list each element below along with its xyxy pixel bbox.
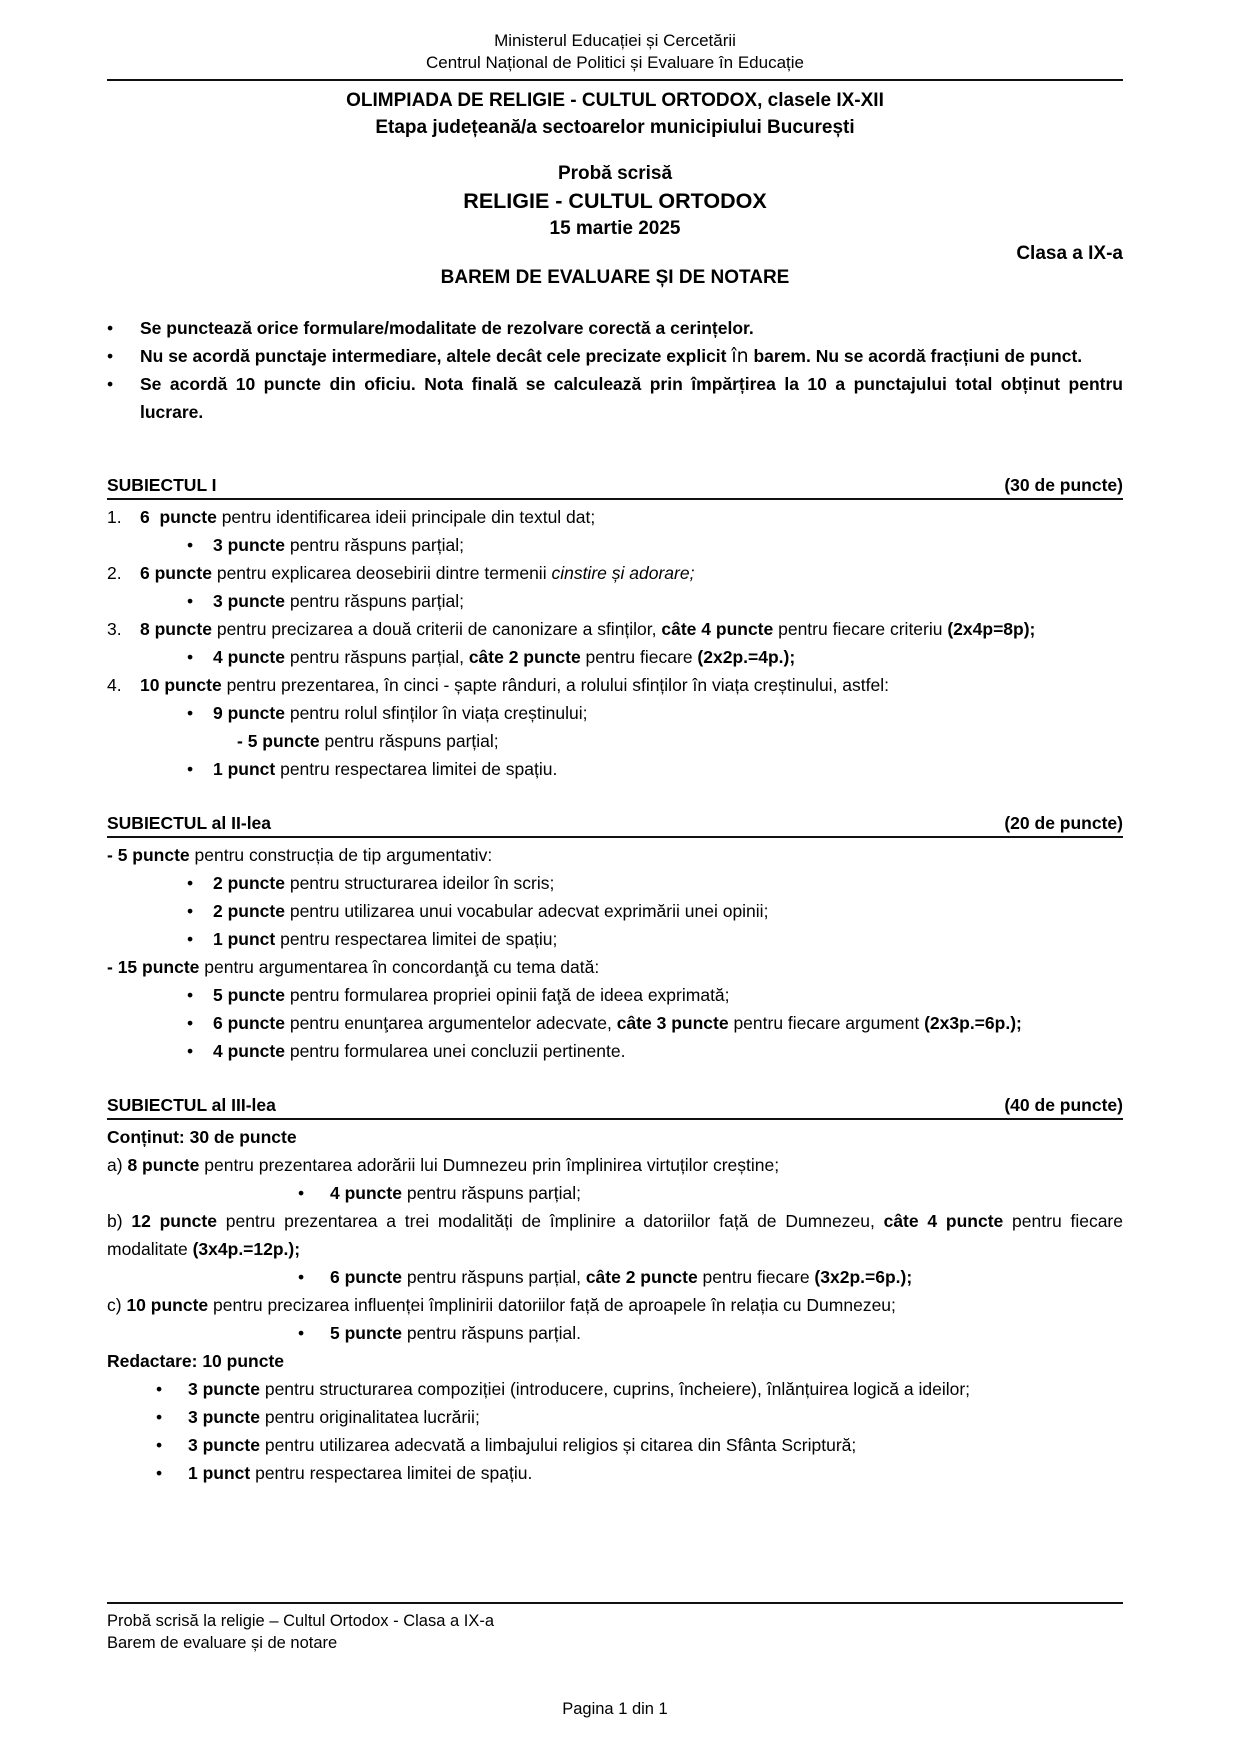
rubric-line	[107, 503, 1123, 531]
text-segment: pentru răspuns parțial,	[284, 647, 469, 667]
rubric-body	[107, 426, 1128, 1487]
rubric-line	[107, 1319, 1123, 1347]
text-segment: pentru explicarea deosebirii dintre termenii	[211, 563, 552, 583]
text-segment: 10 puncte	[140, 675, 222, 695]
list-marker: •	[107, 346, 114, 366]
list-marker: •	[298, 1183, 305, 1203]
text-segment: pentru construcția de tip argumentativ:	[189, 845, 493, 865]
text-segment: pentru fiecare	[697, 1267, 815, 1287]
rubric-line	[107, 615, 1123, 643]
document-header	[107, 30, 1123, 74]
list-marker: •	[187, 873, 194, 893]
text-segment: (2x3p.=6p.);	[924, 1013, 1022, 1033]
list-marker: •	[156, 1435, 163, 1455]
rubric-line	[107, 897, 1123, 925]
list-marker: •	[107, 374, 114, 394]
text-segment: 4 puncte	[330, 1183, 402, 1203]
text-segment: 6 puncte	[140, 507, 217, 527]
rubric-line	[107, 370, 1128, 426]
text-segment: câte 2 puncte	[585, 1267, 698, 1287]
text-segment: b)	[107, 1211, 132, 1231]
text-segment: 3 puncte	[188, 1435, 260, 1455]
text-segment: pentru precizarea a două criterii de canonizare a sfinților,	[211, 619, 657, 639]
footer-barem-info: Barem de evaluare și de notare	[107, 1634, 338, 1652]
text-segment: 2 puncte	[213, 901, 285, 921]
text-segment: pentru utilizarea adecvată a limbajului religios și citarea din Sfânta Scriptură;	[259, 1435, 857, 1455]
rubric-line	[107, 1291, 1123, 1319]
rubric-line	[107, 671, 1123, 699]
document-footer	[107, 1602, 1123, 1719]
rubric-line	[107, 1207, 1128, 1263]
rubric-line	[107, 925, 1123, 953]
section-heading	[107, 810, 1123, 838]
text-segment: pentru formularea propriei opinii faţă de ideea exprimată;	[284, 985, 730, 1005]
text-segment: câte 4 puncte	[656, 619, 774, 639]
rubric-line	[107, 531, 1123, 559]
list-marker: •	[187, 647, 194, 667]
text-segment: pentru răspuns parțial.	[401, 1323, 581, 1343]
olympiad-title: OLIMPIADA DE RELIGIE - CULTUL ORTODOX, clasele IX-XII	[346, 90, 884, 111]
exam-type: Probă scrisă	[557, 163, 673, 184]
text-segment: pentru fiecare	[580, 647, 698, 667]
rubric-line	[107, 587, 1123, 615]
text-segment: 2 puncte	[213, 873, 285, 893]
barem-title: BAREM DE EVALUARE ȘI DE NOTARE	[440, 267, 790, 288]
text-segment: pentru structurarea ideilor în scris;	[284, 873, 555, 893]
text-segment: - 5 puncte	[107, 845, 190, 865]
text-segment: (2x2p.=4p.);	[697, 647, 796, 667]
rubric-line	[107, 1179, 1123, 1207]
list-marker: •	[156, 1407, 163, 1427]
list-marker: •	[156, 1463, 163, 1483]
text-segment: câte 4 puncte	[883, 1211, 1004, 1231]
text-segment: 1 punct	[188, 1463, 251, 1483]
text-segment: în	[731, 345, 749, 367]
text-segment: 9 puncte	[213, 703, 285, 723]
page-number: Pagina 1 din 1	[562, 1700, 668, 1718]
rubric-line	[107, 755, 1123, 783]
text-segment: c)	[107, 1295, 127, 1315]
text-segment: - 5 puncte	[237, 731, 320, 751]
text-segment: pentru rolul sfinților în viața creștinului;	[284, 703, 588, 723]
text-segment: 6 puncte	[330, 1267, 402, 1287]
text-segment: 3 puncte	[213, 591, 285, 611]
text-segment: pentru originalitatea lucrării;	[259, 1407, 480, 1427]
rubric-line	[107, 643, 1123, 671]
header-ministry: Ministerul Educației și Cercetării	[494, 31, 736, 50]
text-segment: pentru enunţarea argumentelor adecvate,	[284, 1013, 617, 1033]
list-marker: 2.	[107, 563, 122, 583]
list-marker: •	[187, 1041, 194, 1061]
text-segment: pentru răspuns parțial,	[401, 1267, 586, 1287]
text-segment: pentru fiecare modalitate	[107, 1211, 1128, 1259]
list-marker: 1.	[107, 507, 122, 527]
list-marker: •	[187, 591, 194, 611]
text-segment: pentru răspuns parțial;	[284, 591, 464, 611]
text-segment: pentru prezentarea, în cinci - șapte rânduri, a rolului sfinților în viața creștinului, astfel:	[221, 675, 889, 695]
text-segment: 10 puncte	[126, 1295, 209, 1315]
list-marker: •	[298, 1267, 305, 1287]
text-segment: pentru formularea unei concluzii pertinente.	[284, 1041, 626, 1061]
section-points: (30 de puncte)	[1004, 475, 1123, 495]
list-marker: •	[187, 1013, 194, 1033]
exam-date: 15 martie 2025	[549, 218, 681, 239]
section-title: SUBIECTUL I	[107, 475, 217, 495]
section-title: SUBIECTUL al II-lea	[107, 813, 272, 833]
rubric-line	[107, 953, 1123, 981]
footer-divider	[107, 1602, 1123, 1604]
text-segment: Nu se acordă punctaje intermediare, altele decât cele precizate explicit	[140, 346, 732, 366]
section-heading	[107, 1092, 1123, 1120]
text-segment: Se punctează orice formulare/modalitate de rezolvare corectă a cerințelor.	[140, 318, 754, 338]
text-segment: 5 puncte	[330, 1323, 402, 1343]
rubric-line	[107, 1151, 1123, 1179]
text-segment: pentru prezentarea adorării lui Dumnezeu prin împlinirea virtuților creștine;	[199, 1155, 780, 1175]
header-divider	[107, 79, 1123, 81]
rubric-line	[107, 1009, 1123, 1037]
list-marker: •	[156, 1379, 163, 1399]
text-segment: (3x4p.=12p.);	[192, 1239, 301, 1259]
text-segment: (3x2p.=6p.);	[814, 1267, 913, 1287]
section-points: (20 de puncte)	[1004, 813, 1123, 833]
text-segment: pentru răspuns parțial;	[401, 1183, 581, 1203]
rubric-line	[107, 1123, 1123, 1151]
text-segment: a)	[107, 1155, 128, 1175]
section-points: (40 de puncte)	[1004, 1095, 1123, 1115]
exam-subject: RELIGIE - CULTUL ORTODOX	[463, 189, 767, 213]
text-segment: 3 puncte	[188, 1379, 260, 1399]
text-segment: Conținut: 30 de puncte	[107, 1127, 297, 1147]
text-segment: 5 puncte	[213, 985, 285, 1005]
text-segment: pentru identificarea ideii principale din textul dat;	[216, 507, 596, 527]
list-marker: •	[187, 929, 194, 949]
text-segment: 12 puncte	[131, 1211, 217, 1231]
text-segment: Redactare: 10 puncte	[107, 1351, 285, 1371]
text-segment: 4 puncte	[213, 647, 285, 667]
rubric-line	[107, 1403, 1123, 1431]
text-segment: 1 punct	[213, 759, 276, 779]
text-segment: 3 puncte	[213, 535, 285, 555]
list-marker: •	[107, 318, 114, 338]
list-marker: 3.	[107, 619, 122, 639]
rubric-line	[107, 1347, 1123, 1375]
list-marker: •	[187, 759, 194, 779]
text-segment: pentru respectarea limitei de spațiu;	[275, 929, 558, 949]
rubric-line	[107, 342, 1123, 370]
text-segment: 4 puncte	[213, 1041, 285, 1061]
text-segment: pentru respectarea limitei de spațiu.	[250, 1463, 533, 1483]
rubric-line	[107, 869, 1123, 897]
olympiad-stage: Etapa județeană/a sectoarelor municipiului București	[375, 117, 855, 138]
text-segment: - 15 puncte	[107, 957, 200, 977]
text-segment: Se acordă 10 puncte din oficiu. Nota finală se calculează prin împărțirea la 10 a punctajului total obținut pentru lucrare.	[140, 374, 1128, 422]
section-title: SUBIECTUL al III-lea	[107, 1095, 276, 1115]
text-segment: pentru fiecare criteriu	[773, 619, 948, 639]
text-segment: pentru argumentarea în concordanţă cu tema dată:	[199, 957, 600, 977]
text-segment: 6 puncte	[213, 1013, 285, 1033]
rubric-line	[107, 981, 1123, 1009]
list-marker: 4.	[107, 675, 122, 695]
list-marker: •	[187, 535, 194, 555]
rubric-line	[107, 314, 1123, 342]
list-marker: •	[187, 985, 194, 1005]
header-center: Centrul Național de Politici și Evaluare în Educație	[426, 53, 804, 72]
text-segment: pentru fiecare argument	[728, 1013, 925, 1033]
rubric-line	[107, 1037, 1123, 1065]
text-segment: pentru precizarea influenței împlinirii datoriilor față de aproapele în relația cu Dumnezeu;	[208, 1295, 896, 1315]
text-segment: pentru utilizarea unui vocabular adecvat exprimării unei opinii;	[284, 901, 769, 921]
general-rules-list	[107, 314, 1128, 426]
text-segment: 8 puncte	[140, 619, 212, 639]
rubric-line	[107, 699, 1123, 727]
rubric-line	[107, 841, 1123, 869]
rubric-line	[107, 727, 1123, 755]
rubric-line	[107, 559, 1123, 587]
footer-exam-info: Probă scrisă la religie – Cultul Ortodox - Clasa a IX-a	[107, 1612, 494, 1630]
text-segment: pentru răspuns parțial;	[319, 731, 499, 751]
text-segment: pentru răspuns parțial;	[284, 535, 464, 555]
text-segment: cinstire și adorare;	[551, 563, 695, 583]
text-segment: pentru prezentarea a trei modalități de împlinire a datoriilor față de Dumnezeu,	[216, 1211, 884, 1231]
text-segment: pentru respectarea limitei de spațiu.	[275, 759, 558, 779]
grade-label: Clasa a IX-a	[1016, 243, 1123, 264]
rubric-line	[107, 1459, 1123, 1487]
text-segment: câte 2 puncte	[468, 647, 581, 667]
list-marker: •	[298, 1323, 305, 1343]
text-segment: pentru structurarea compoziției (introducere, cuprins, încheiere), înlănțuirea logică a ideilor;	[259, 1379, 971, 1399]
text-segment: (2x4p=8p);	[947, 619, 1036, 639]
text-segment: 8 puncte	[127, 1155, 200, 1175]
text-segment: câte 3 puncte	[616, 1013, 729, 1033]
rubric-line	[107, 1375, 1123, 1403]
section-heading	[107, 472, 1123, 500]
list-marker: •	[187, 901, 194, 921]
rubric-line	[107, 1263, 1123, 1291]
text-segment: 1 punct	[213, 929, 276, 949]
rubric-line	[107, 1431, 1123, 1459]
list-marker: •	[187, 703, 194, 723]
text-segment: 3 puncte	[188, 1407, 260, 1427]
text-segment: 6 puncte	[140, 563, 212, 583]
text-segment: barem. Nu se acordă fracțiuni de punct.	[748, 346, 1083, 366]
